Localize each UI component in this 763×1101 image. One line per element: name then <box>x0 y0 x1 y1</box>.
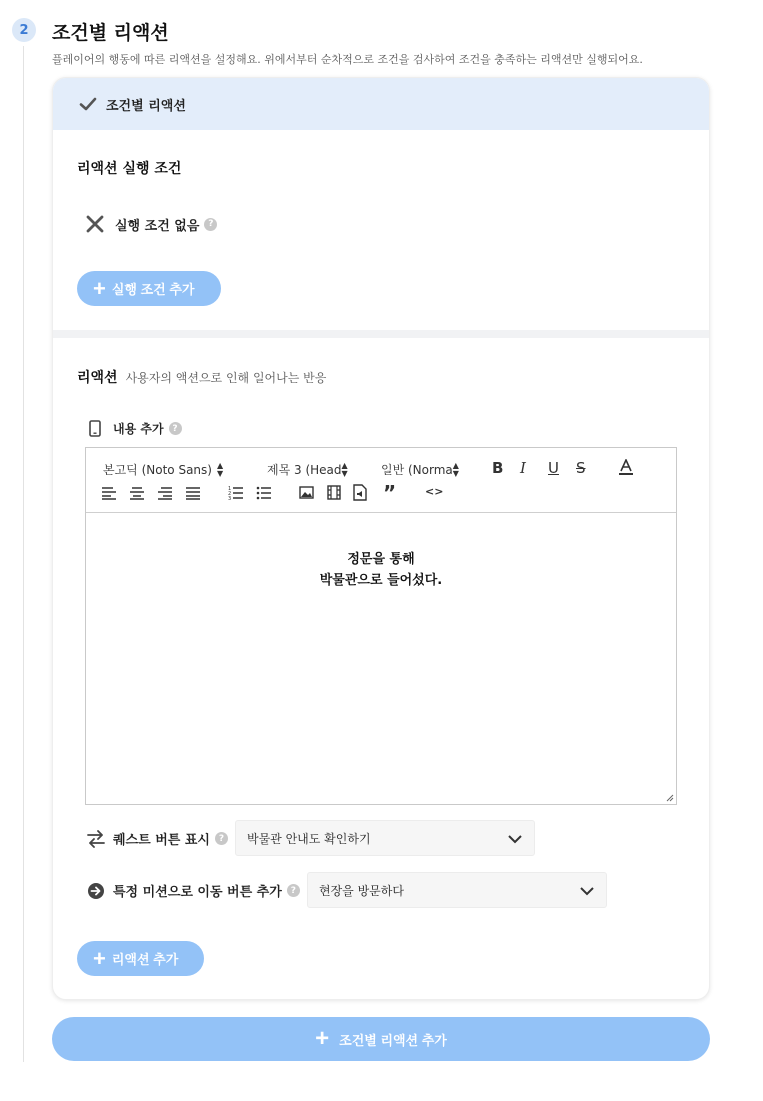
condition-title: 리액션 실행 조건 <box>77 161 182 177</box>
plus-icon: + <box>93 945 106 971</box>
section-title: 조건별 리액션 <box>52 22 169 44</box>
add-condition-button[interactable] <box>77 271 221 306</box>
style-select-label: 일반 (Norma <box>381 463 453 477</box>
editor-toolbar <box>86 448 676 513</box>
arrow-circle-right-icon <box>87 882 105 900</box>
quote-icon[interactable]: ” <box>383 481 397 505</box>
plus-icon: + <box>315 1025 330 1052</box>
reaction-title: 리액션 <box>77 370 118 386</box>
quest-button-select[interactable] <box>235 820 535 856</box>
underline-icon[interactable]: U <box>548 459 559 477</box>
resize-handle-icon[interactable] <box>666 794 674 802</box>
add-condition-label: 실행 조건 추가 <box>111 282 195 297</box>
bold-icon[interactable]: B <box>492 459 504 477</box>
help-icon[interactable]: ? <box>204 218 217 231</box>
help-icon[interactable]: ? <box>287 884 300 897</box>
step-line <box>23 46 24 1062</box>
font-select-label: 본고딕 (Noto Sans) <box>103 463 212 477</box>
ordered-list-icon[interactable] <box>228 485 244 500</box>
help-icon[interactable]: ? <box>215 832 228 845</box>
mission-button-label: 특정 미션으로 이동 버튼 추가 <box>113 885 282 900</box>
chevron-down-icon <box>580 884 594 898</box>
heading-select[interactable]: 제목 3 (Head ▲ ▼ <box>267 461 348 478</box>
mission-button-row <box>87 881 300 900</box>
align-center-icon[interactable] <box>129 486 145 500</box>
content-add-row <box>89 420 182 437</box>
align-left-icon[interactable] <box>101 486 117 500</box>
conditional-reaction-card <box>52 77 710 1000</box>
svg-text:3: 3 <box>228 496 232 500</box>
card-header-label: 조건별 리액션 <box>106 98 186 114</box>
content-add-label: 내용 추가 <box>113 422 164 436</box>
strikethrough-icon[interactable]: S <box>576 459 586 477</box>
mission-button-select[interactable] <box>307 872 607 908</box>
editor-line-2: 박물관으로 들어섰다. <box>319 573 443 588</box>
section-divider <box>53 330 709 338</box>
video-icon[interactable] <box>327 485 341 500</box>
mission-button-select-value: 현장을 방문하다 <box>319 883 404 898</box>
italic-icon[interactable]: I <box>520 459 526 477</box>
chevron-down-icon <box>508 832 522 846</box>
svg-text:2: 2 <box>228 491 232 497</box>
style-select[interactable]: 일반 (Norma ▲ ▼ <box>381 461 459 478</box>
rich-text-editor <box>85 447 677 805</box>
section-description: 플레이어의 행동에 따른 리액션을 설정해요. 위에서부터 순차적으로 조건을 검사하여 조건을 충족하는 리액션만 실행되어요. <box>52 53 643 66</box>
add-conditional-reaction-button[interactable] <box>52 1017 710 1061</box>
close-icon[interactable] <box>85 214 105 234</box>
add-conditional-reaction-label: 조건별 리액션 추가 <box>339 1032 447 1048</box>
reaction-subtitle: 사용자의 액션으로 인해 일어나는 반응 <box>125 371 327 385</box>
editor-content[interactable] <box>86 513 676 804</box>
font-select[interactable]: 본고딕 (Noto Sans) ▲ ▼ <box>103 460 224 478</box>
quest-button-select-value: 박물관 안내도 확인하기 <box>247 831 371 846</box>
editor-line-1: 정문을 통해 <box>347 552 415 567</box>
quest-button-row <box>87 829 228 848</box>
reaction-title-row <box>77 367 326 387</box>
bullet-list-icon[interactable] <box>256 485 272 500</box>
phone-icon <box>89 420 101 437</box>
quest-button-label: 퀘스트 버튼 표시 <box>113 833 210 848</box>
code-icon[interactable]: <> <box>425 485 444 498</box>
audio-file-icon[interactable] <box>353 484 367 501</box>
check-icon <box>79 95 97 113</box>
step-badge: 2 <box>12 18 36 42</box>
help-icon[interactable]: ? <box>169 422 182 435</box>
svg-text:1: 1 <box>228 486 232 492</box>
align-justify-icon[interactable] <box>185 486 201 500</box>
heading-select-label: 제목 3 (Head <box>267 463 342 477</box>
swap-arrows-icon <box>87 830 105 848</box>
image-icon[interactable] <box>299 486 314 499</box>
text-color-icon[interactable] <box>618 459 634 476</box>
plus-icon: + <box>93 275 106 301</box>
align-right-icon[interactable] <box>157 486 173 500</box>
add-reaction-button[interactable] <box>77 941 204 976</box>
add-reaction-label: 리액션 추가 <box>111 952 179 967</box>
no-condition-label: 실행 조건 없음 <box>115 218 200 234</box>
card-header[interactable] <box>53 78 709 130</box>
no-condition-row <box>85 214 217 234</box>
